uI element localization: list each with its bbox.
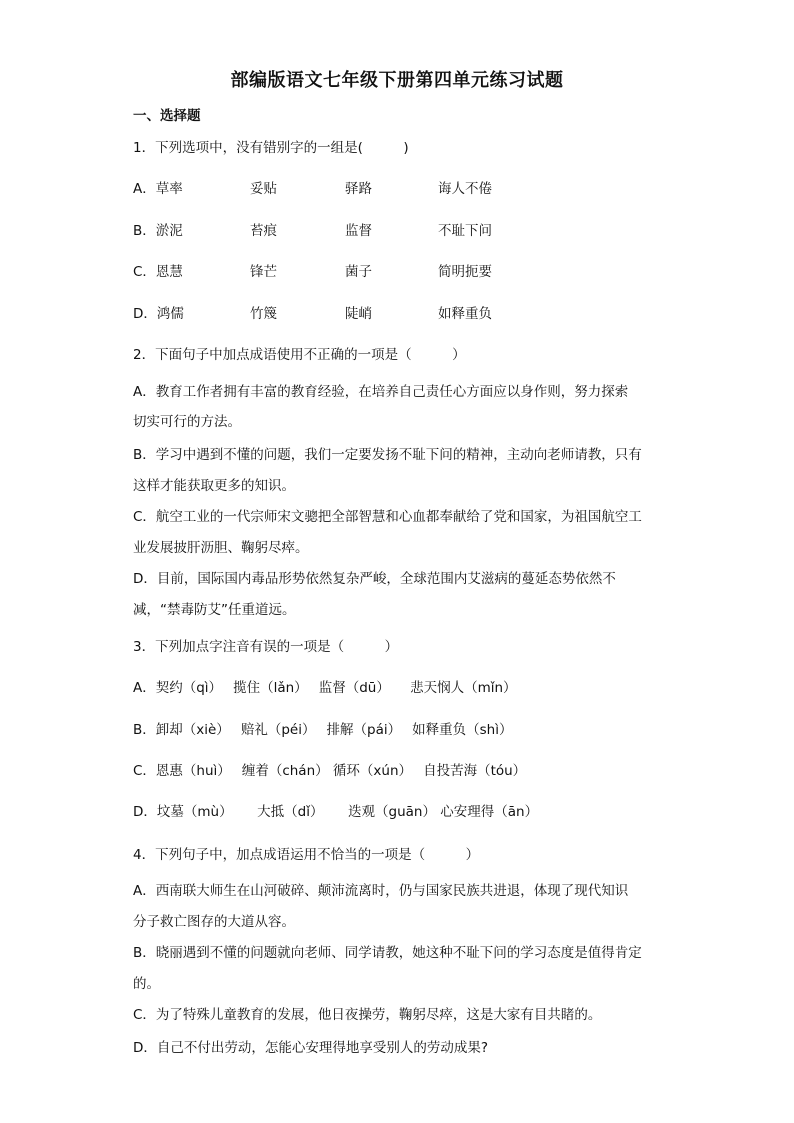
question-3-option-a: A．契约（qì） 揽住（lǎn） 监督（dū） 悲天悯人（mǐn） xyxy=(133,680,517,696)
question-4-line: 分子救亡图存的大道从容。 xyxy=(133,914,295,930)
option-cell: C．恩慧 xyxy=(133,264,183,280)
question-3-stem: 3．下列加点字注音有误的一项是（ ） xyxy=(133,639,399,655)
question-2-line: 切实可行的方法。 xyxy=(133,414,241,430)
question-2-line: 业发展披肝沥胆、鞠躬尽瘁。 xyxy=(133,540,309,556)
document-title: 部编版语文七年级下册第四单元练习试题 xyxy=(230,70,564,91)
question-3-option-d: D．坟墓（mù） 大抵（dǐ） 迭观（guān） 心安理得（ān） xyxy=(133,804,539,820)
section-heading: 一、选择题 xyxy=(133,108,201,124)
question-4-line: 的。 xyxy=(133,976,160,992)
option-cell: 锋芒 xyxy=(250,264,277,280)
option-cell: 如释重负 xyxy=(438,306,492,322)
question-2-line: B．学习中遇到不懂的问题，我们一定要发扬不耻下问的精神，主动向老师请教，只有 xyxy=(133,447,642,463)
question-3-option-b: B．卸却（xiè） 赔礼（péi） 排解（pái） 如释重负（shì） xyxy=(133,722,513,738)
question-4-line: C．为了特殊儿童教育的发展，他日夜操劳，鞠躬尽瘁，这是大家有目共睹的。 xyxy=(133,1007,602,1023)
option-cell: B．淤泥 xyxy=(133,223,183,239)
question-2-stem: 2．下面句子中加点成语使用不正确的一项是（ ） xyxy=(133,347,466,363)
question-4-line: D．自己不付出劳动，怎能心安理得地享受别人的劳动成果? xyxy=(133,1040,489,1056)
option-cell: 诲人不倦 xyxy=(438,181,492,197)
question-1-stem: 1．下列选项中，没有错别字的一组是( ) xyxy=(133,140,409,156)
option-cell: 妥贴 xyxy=(250,181,277,197)
option-cell: D．鸿儒 xyxy=(133,306,184,322)
option-cell: 驿路 xyxy=(345,181,372,197)
question-2-line: D．目前，国际国内毒品形势依然复杂严峻，全球范围内艾滋病的蔓延态势依然不 xyxy=(133,571,616,587)
option-cell: 竹篾 xyxy=(250,306,277,322)
question-4-line: B．晓丽遇到不懂的问题就向老师、同学请教，她这种不耻下问的学习态度是值得肯定 xyxy=(133,945,642,961)
question-2-line: 这样才能获取更多的知识。 xyxy=(133,478,295,494)
question-2-line: A．教育工作者拥有丰富的教育经验，在培养自己责任心方面应以身作则，努力探索 xyxy=(133,384,629,400)
question-2-line: C．航空工业的一代宗师宋文骢把全部智慧和心血都奉献给了党和国家，为祖国航空工 xyxy=(133,509,642,525)
question-2-line: 减，“禁毒防艾”任重道远。 xyxy=(133,602,296,618)
option-cell: 苔痕 xyxy=(250,223,277,239)
option-cell: 监督 xyxy=(345,223,372,239)
option-cell: A．草率 xyxy=(133,181,183,197)
option-cell: 陡峭 xyxy=(345,306,372,322)
option-cell: 简明扼要 xyxy=(438,264,492,280)
option-cell: 不耻下问 xyxy=(438,223,492,239)
question-3-option-c: C．恩惠（huì） 缠着（chán） 循环（xún） 自投苦海（tóu） xyxy=(133,763,527,779)
question-4-stem: 4．下列句子中，加点成语运用不恰当的一项是（ ） xyxy=(133,847,480,863)
option-cell: 菌子 xyxy=(345,264,372,280)
question-4-line: A．西南联大师生在山河破碎、颠沛流离时，仍与国家民族共进退，体现了现代知识 xyxy=(133,883,629,899)
